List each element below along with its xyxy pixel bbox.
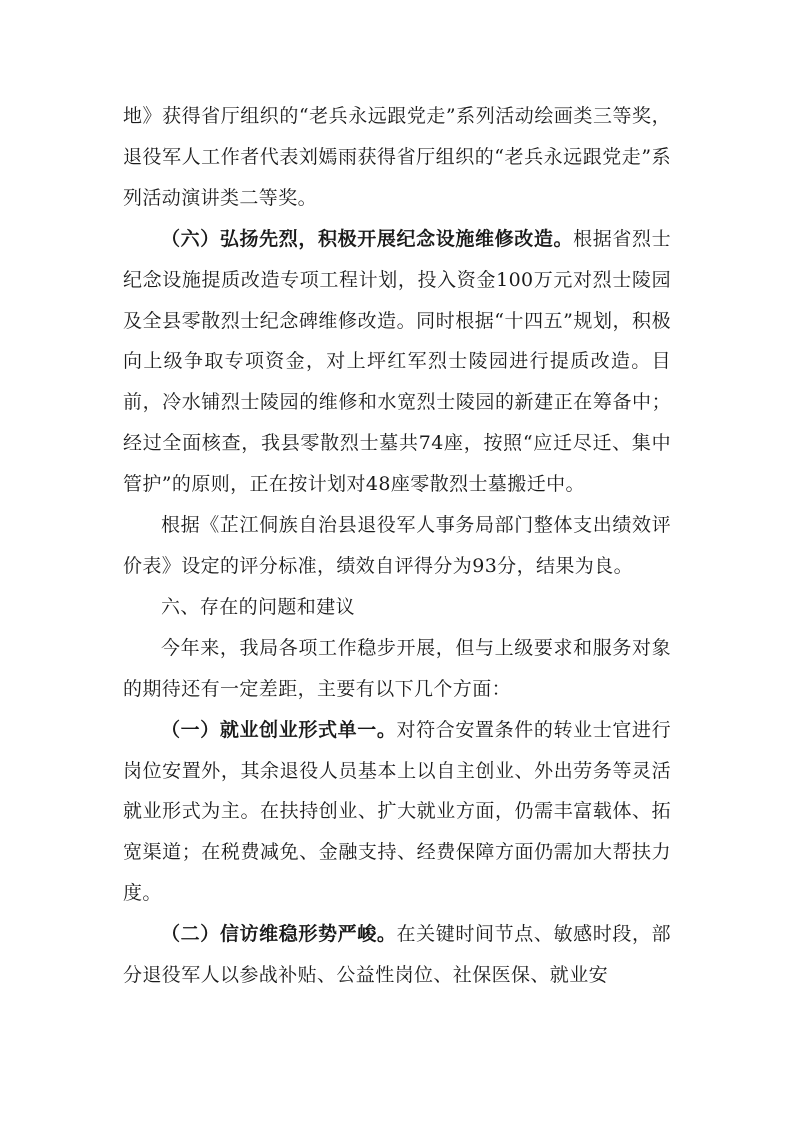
paragraph-text: 今年来，我局各项工作稳步开展，但与上级要求和服务对象的期待还有一定差距，主要有以下几个方面： <box>123 636 671 700</box>
paragraph-lead-heading: （二）信访维稳形势严峻。 <box>161 923 397 946</box>
paragraph-text: 根据省烈士纪念设施提质改造专项工程计划，投入资金100万元对烈士陵园及全县零散烈士纪念碑维修改造。同时根据“十四五”规划，积极向上级争取专项资金，对上坪红军烈士陵园进行提质改造。目前，冷水铺烈士陵园的维修和水宽烈士陵园的新建正在筹备中；经过全面核查，我县零散烈士墓共74座，按照“应迁尽迁、集中管护”的原则，正在按计划对48座零散烈士墓搬迁中。 <box>123 227 671 496</box>
paragraph-lead-heading: （六）弘扬先烈，积极开展纪念设施维修改造。 <box>161 227 574 250</box>
paragraph-memorial-facilities <box>123 219 671 505</box>
paragraph-text: 根据《芷江侗族自治县退役军人事务局部门整体支出绩效评价表》设定的评分标准，绩效自评得分为93分，结果为良。 <box>123 514 671 577</box>
paragraph-problems-intro <box>123 628 671 710</box>
section-heading: 六、存在的问题和建议 <box>161 595 356 618</box>
paragraph-text: 地》获得省厅组织的“老兵永远跟党走”系列活动绘画类三等奖，退役军人工作者代表刘嫣雨获得省厅组织的“老兵永远跟党走”系列活动演讲类二等奖。 <box>123 105 671 209</box>
document-body <box>123 96 671 996</box>
paragraph-awards-continued <box>123 96 671 219</box>
paragraph-text: 对符合安置条件的转业士官进行岗位安置外，其余退役人员基本上以自主创业、外出劳务等灵活就业形式为主。在扶持创业、扩大就业方面，仍需丰富载体、拓宽渠道；在税费减免、金融支持、经费保障方面仍需加大帮扶力度。 <box>123 718 671 905</box>
paragraph-performance-score <box>123 505 671 587</box>
paragraph-lead-heading: （一）就业创业形式单一。 <box>161 718 397 741</box>
paragraph-petition-stability <box>123 914 671 996</box>
paragraph-employment <box>123 710 671 915</box>
paragraph-text: 在关键时间节点、敏感时段，部分退役军人以参战补贴、公益性岗位、社保医保、就业安 <box>123 923 671 987</box>
